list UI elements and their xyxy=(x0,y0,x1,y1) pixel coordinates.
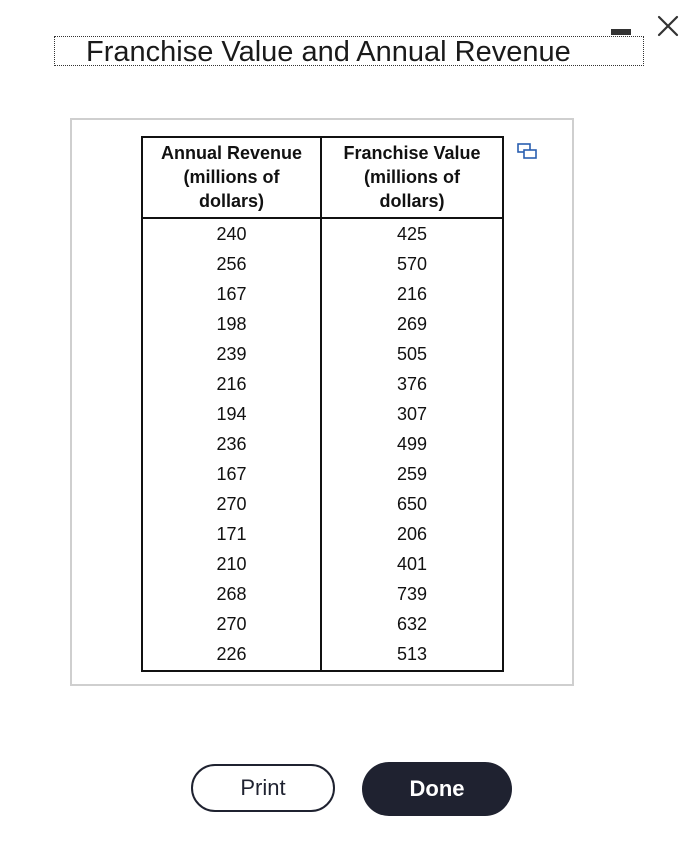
close-icon[interactable] xyxy=(656,14,680,38)
cell-value: 269 xyxy=(396,314,428,334)
table-row xyxy=(142,369,503,399)
table-row xyxy=(142,489,503,519)
table-row xyxy=(142,279,503,309)
header-annual-revenue xyxy=(142,137,321,218)
cell-value: 650 xyxy=(396,494,428,514)
cell-revenue: 167 xyxy=(142,279,321,309)
table-row xyxy=(142,218,503,249)
cell-value: 513 xyxy=(396,644,428,664)
table-row xyxy=(142,549,503,579)
cell-revenue: 236 xyxy=(142,429,321,459)
cell-value: 739 xyxy=(396,584,428,604)
table-row xyxy=(142,609,503,639)
cell-revenue: 256 xyxy=(142,249,321,279)
cell-revenue: 167 xyxy=(142,459,321,489)
header-line: Franchise Value xyxy=(343,143,481,163)
cell-revenue: 194 xyxy=(142,399,321,429)
cell-value: 570 xyxy=(396,254,428,274)
minimize-icon[interactable] xyxy=(611,29,631,35)
cell-value: 499 xyxy=(396,434,428,454)
cell-value: 206 xyxy=(396,524,428,544)
table-row xyxy=(142,459,503,489)
table-row xyxy=(142,339,503,369)
data-table xyxy=(141,136,504,672)
dialog-title: Franchise Value and Annual Revenue xyxy=(54,36,644,66)
cell-revenue: 239 xyxy=(142,339,321,369)
cell-revenue: 216 xyxy=(142,369,321,399)
cell-value: 376 xyxy=(396,374,428,394)
table-row xyxy=(142,639,503,671)
table-row xyxy=(142,519,503,549)
cell-value: 401 xyxy=(396,554,428,574)
cell-value: 632 xyxy=(396,614,428,634)
cell-revenue: 198 xyxy=(142,309,321,339)
table-row xyxy=(142,429,503,459)
cell-revenue: 268 xyxy=(142,579,321,609)
header-line: (millions of xyxy=(183,167,280,187)
cell-value: 505 xyxy=(396,344,428,364)
cell-revenue: 270 xyxy=(142,609,321,639)
cell-value: 216 xyxy=(396,284,428,304)
header-line: dollars) xyxy=(198,191,264,211)
header-line: dollars) xyxy=(379,191,445,211)
table-row xyxy=(142,399,503,429)
cell-revenue: 270 xyxy=(142,489,321,519)
done-button[interactable]: Done xyxy=(362,762,512,816)
cell-revenue: 226 xyxy=(142,639,321,671)
header-franchise-value xyxy=(321,137,503,218)
cell-value: 425 xyxy=(396,224,428,244)
copy-icon[interactable] xyxy=(517,143,537,159)
cell-revenue: 240 xyxy=(142,218,321,249)
table-row xyxy=(142,579,503,609)
table-row xyxy=(142,309,503,339)
print-button[interactable]: Print xyxy=(191,764,335,812)
header-line: (millions of xyxy=(364,167,460,187)
cell-revenue: 171 xyxy=(142,519,321,549)
cell-revenue: 210 xyxy=(142,549,321,579)
table-header-row xyxy=(142,137,503,218)
header-line: Annual Revenue xyxy=(160,143,303,163)
cell-value: 307 xyxy=(396,404,428,424)
table-row xyxy=(142,249,503,279)
cell-value: 259 xyxy=(396,464,428,484)
